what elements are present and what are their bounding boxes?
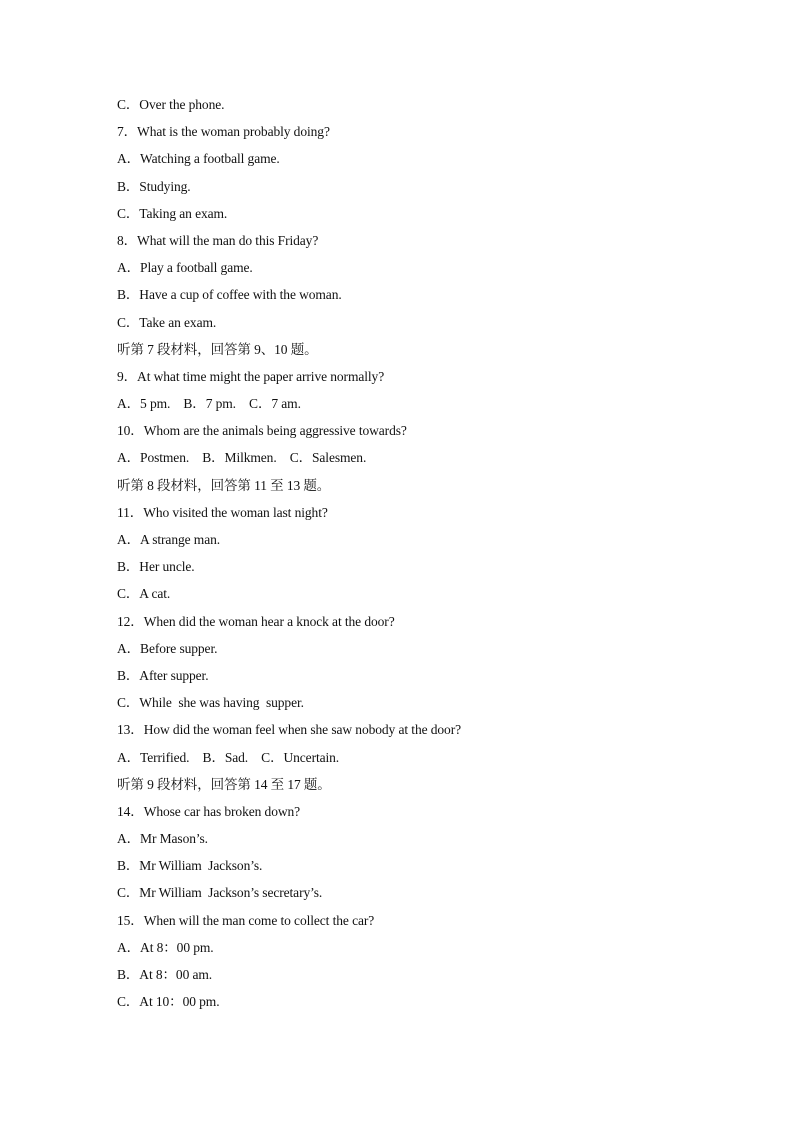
text-line: A．Before supper.: [117, 640, 218, 656]
text-line: 14．Whose car has broken down?: [117, 803, 301, 819]
text-line: 9．At what time might the paper arrive normally?: [117, 368, 385, 384]
text-line: C．At 10：00 pm.: [117, 994, 220, 1010]
section-heading: 听第 8 段材料，回答第 11 至 13 题。: [117, 477, 331, 493]
text-line: A．A strange man.: [117, 532, 221, 547]
text-line: B．Have a cup of coffee with the woman.: [117, 287, 342, 303]
text-line: B．At 8：00 am.: [117, 967, 213, 982]
section-heading: 听第 9 段材料，回答第 14 至 17 题。: [117, 776, 331, 792]
text-line: C．Over the phone.: [117, 97, 225, 112]
text-line: 13．How did the woman feel when she saw nobody at the door?: [117, 722, 461, 738]
text-line: A．Mr Mason’s.: [117, 831, 208, 847]
text-line: 15．When will the man come to collect the car?: [117, 912, 375, 928]
text-lines: [117, 97, 461, 1021]
text-line: 11．Who visited the woman last night?: [117, 504, 328, 520]
text-line: C．Take an exam.: [117, 314, 217, 330]
text-line: A．5 pm. B．7 pm. C．7 am.: [117, 396, 301, 412]
text-line: A．Postmen. B．Milkmen. C．Salesmen.: [117, 450, 367, 466]
text-line: B．Studying.: [117, 178, 191, 194]
text-line: 8．What will the man do this Friday?: [117, 232, 319, 248]
text-line: B．After supper.: [117, 667, 209, 683]
section-heading: 听第 7 段材料，回答第 9、10 题。: [117, 341, 318, 357]
text-line: A．Terrified. B．Sad. C．Uncertain.: [117, 749, 340, 765]
text-line: 7．What is the woman probably doing?: [117, 124, 330, 140]
text-line: A．Watching a football game.: [117, 151, 280, 167]
text-line: C．Mr William Jackson’s secretary’s.: [117, 885, 323, 901]
text-line: A．Play a football game.: [117, 260, 253, 276]
text-line: 12．When did the woman hear a knock at the door?: [117, 613, 395, 629]
text-line: C．A cat.: [117, 586, 171, 602]
text-line: 10．Whom are the animals being aggressive towards?: [117, 423, 407, 439]
text-line: A．At 8：00 pm.: [117, 939, 214, 955]
text-line: B．Mr William Jackson’s.: [117, 858, 263, 874]
text-line: B．Her uncle.: [117, 559, 195, 575]
text-line: C．Taking an exam.: [117, 205, 228, 221]
text-line: C．While she was having supper.: [117, 695, 304, 711]
